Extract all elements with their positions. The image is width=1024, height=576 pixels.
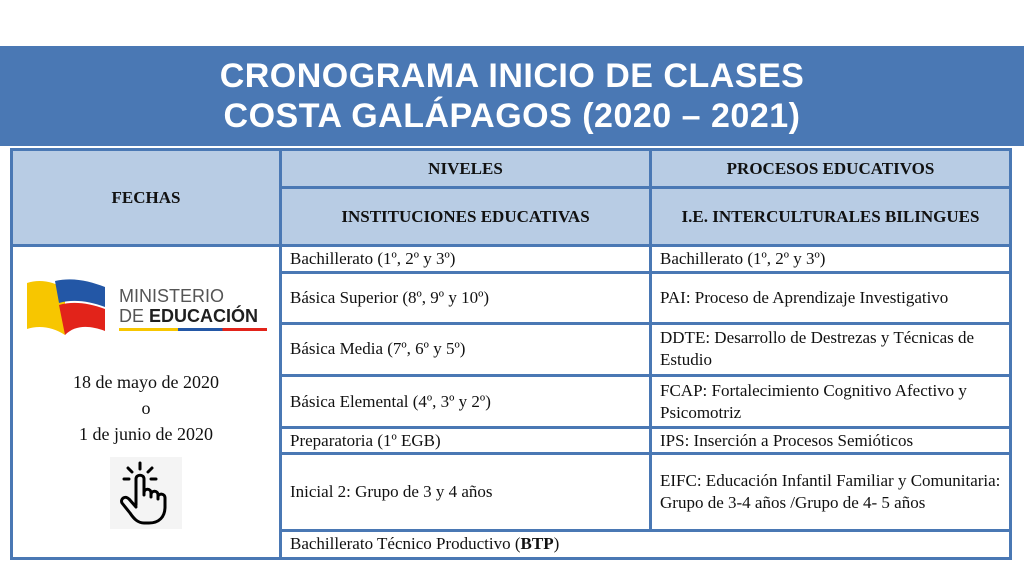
btp-bold: BTP bbox=[520, 534, 554, 554]
fechas-cell bbox=[12, 246, 281, 559]
title-banner bbox=[0, 46, 1024, 146]
proceso-cell: DDTE: Desarrollo de Destrezas y Técnicas de Estudio bbox=[651, 323, 1011, 375]
header-niveles: NIVELES bbox=[281, 150, 651, 188]
btp-suffix: ) bbox=[553, 534, 560, 554]
proceso-cell: EIFC: Educación Infantil Familiar y Comunitaria: Grupo de 3-4 años /Grupo de 4- 5 años bbox=[651, 454, 1011, 530]
schedule-table bbox=[10, 148, 1012, 560]
header-instituciones: INSTITUCIONES EDUCATIVAS bbox=[281, 188, 651, 246]
nivel-cell: Básica Elemental (4º, 3º y 2º) bbox=[281, 376, 651, 428]
btp-prefix: Bachillerato Técnico Productivo ( bbox=[290, 534, 521, 554]
header-procesos: PROCESOS EDUCATIVOS bbox=[651, 150, 1011, 188]
logo-color-bar bbox=[119, 328, 267, 331]
hand-pointer-icon bbox=[116, 461, 176, 525]
header-interculturales: I.E. INTERCULTURALES BILINGUES bbox=[651, 188, 1011, 246]
nivel-cell: Inicial 2: Grupo de 3 y 4 años bbox=[281, 454, 651, 530]
proceso-cell: IPS: Inserción a Procesos Semióticos bbox=[651, 428, 1011, 454]
ministerio-flag-logo-icon bbox=[25, 277, 111, 339]
nivel-cell: Bachillerato (1º, 2º y 3º) bbox=[281, 246, 651, 272]
nivel-cell: Básica Superior (8º, 9º y 10º) bbox=[281, 272, 651, 323]
proceso-cell: FCAP: Fortalecimiento Cognitivo Afectivo y Psicomotriz bbox=[651, 376, 1011, 428]
hand-pointer-box bbox=[110, 457, 182, 529]
dates-block bbox=[21, 369, 271, 447]
proceso-cell: Bachillerato (1º, 2º y 3º) bbox=[651, 246, 1011, 272]
nivel-cell: Básica Media (7º, 6º y 5º) bbox=[281, 323, 651, 375]
proceso-cell: PAI: Proceso de Aprendizaje Investigativo bbox=[651, 272, 1011, 323]
title-line-2: COSTA GALÁPAGOS (2020 – 2021) bbox=[223, 97, 801, 135]
nivel-cell: Preparatoria (1º EGB) bbox=[281, 428, 651, 454]
date-or: o bbox=[141, 398, 151, 419]
title-line-1: CRONOGRAMA INICIO DE CLASES bbox=[219, 57, 805, 95]
header-fechas: FECHAS bbox=[12, 150, 281, 246]
ministerio-logo bbox=[21, 277, 271, 339]
date-2: 1 de junio de 2020 bbox=[79, 424, 213, 445]
btp-cell bbox=[281, 530, 1011, 558]
logo-line-2-prefix: DE bbox=[119, 305, 150, 326]
logo-line-2-bold: EDUCACIÓN bbox=[149, 305, 259, 326]
date-1: 18 de mayo de 2020 bbox=[73, 372, 219, 393]
logo-line-1: MINISTERIO bbox=[119, 285, 225, 306]
